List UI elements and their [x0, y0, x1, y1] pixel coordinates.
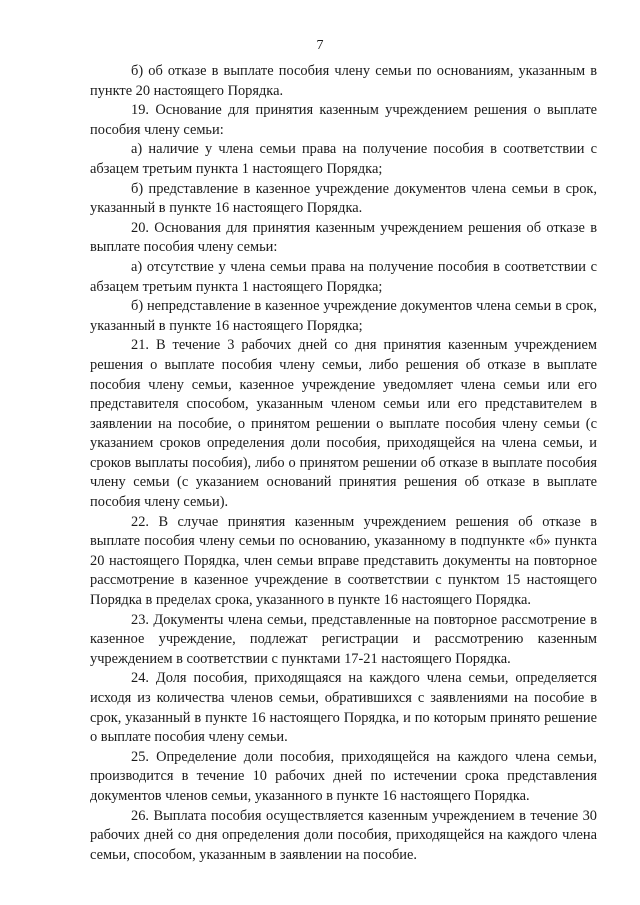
paragraph-21: 21. В течение 3 рабочих дней со дня принятия казенным учреждением решения о выплате пособия члену семьи, либо решения об отказе в выплате пособия члену семьи, казенное учреждение уведомляет члена семьи или его представителя способом, указанным членом семьи или его представителем в заявлении на пособие, о принятом решении о выплате пособия члену семьи (с указанием сроков определения доли пособия, приходящейся на члена семьи, и сроков выплаты пособия), либо о принятом решении об отказе в выплате пособия члену семьи (с указанием оснований принятия решения об отказе в выплате пособия члену семьи).: [90, 337, 597, 511]
paragraph-25: 25. Определение доли пособия, приходящейся на каждого члена семьи, производится в течение 10 рабочих дней по истечении срока представления документов членов семьи, указанного в пункте 16 настоящего Порядка.: [90, 748, 597, 804]
paragraph-19a: а) наличие у члена семьи права на получение пособия в соответствии с абзацем третьим пункта 1 настоящего Порядка;: [90, 141, 597, 177]
paragraph-18b: б) об отказе в выплате пособия члену семьи по основаниям, указанным в пункте 20 настоящего Порядка.: [90, 63, 597, 99]
paragraph-20b: б) непредставление в казенное учреждение документов члена семьи в срок, указанный в пункте 16 настоящего Порядка;: [90, 298, 597, 334]
paragraph-26: 26. Выплата пособия осуществляется казенным учреждением в течение 30 рабочих дней со дня определения доли пособия, приходящейся на каждого члена семьи, способом, указанным в заявлении на пособие.: [90, 807, 597, 863]
document-body: [90, 62, 597, 865]
paragraph-24: 24. Доля пособия, приходящаяся на каждого члена семьи, определяется исходя из количества членов семьи, обратившихся с заявлениями на пособие в срок, указанный в пункте 16 настоящего Порядка, и по которым принято решение о выплате пособия члену семьи.: [90, 670, 597, 746]
paragraph-19: 19. Основание для принятия казенным учреждением решения о выплате пособия члену семьи:: [90, 102, 597, 138]
paragraph-20a: а) отсутствие у члена семьи права на получение пособия в соответствии с абзацем третьим пункта 1 настоящего Порядка;: [90, 258, 597, 295]
paragraph-22: 22. В случае принятия казенным учреждением решения об отказе в выплате пособия члену семьи по основанию, указанному в подпункте «б» пункта 20 настоящего Порядка, член семьи вправе представить документы на повторное рассмотрение в казенное учреждение в соответствии с пунктом 15 настоящего Порядка в пределах срока, указанного в пункте 16 настоящего Порядка.: [90, 513, 597, 609]
paragraph-19b: б) представление в казенное учреждение документов члена семьи в срок, указанный в пункте 16 настоящего Порядка.: [90, 180, 597, 217]
page-number: 7: [316, 38, 324, 53]
paragraph-23: 23. Документы члена семьи, представленные на повторное рассмотрение в казенное учреждение, подлежат регистрации и рассмотрению казенным учреждением в соответствии с пунктами 17-21 настоящего Порядка.: [90, 611, 597, 667]
paragraph-20: 20. Основания для принятия казенным учреждением решения об отказе в выплате пособия члену семьи:: [90, 219, 597, 256]
